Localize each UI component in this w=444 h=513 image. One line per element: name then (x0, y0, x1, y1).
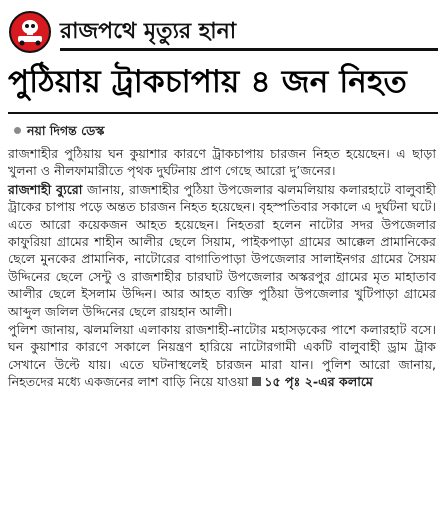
kicker-title: রাজপথে মৃত্যুর হানা (60, 18, 237, 44)
headline-rule (8, 112, 438, 114)
headline: পুঠিয়ায় ট্রাকচাপায় ৪ জন নিহত (8, 64, 407, 100)
square-bullet-icon (252, 377, 261, 386)
bullet-icon (14, 127, 21, 134)
article-body (8, 145, 436, 392)
continued-text: ১৫ পৃঃ ২-এর কলামে (264, 374, 373, 390)
bureau-label: রাজশাহী ব্যুরো (8, 181, 83, 197)
paragraph-3-text: পুলিশ জানায়, ঝলমলিয়া এলাকায় রাজশাহী-নাটোর মহাসড়কের পাশে কলারহাট বসে। ঘন কুয়াশার কারণে সকালে নিয়ন্ত্রণ হারিয়ে নাটোরগামী একটি বালুবাহী ড্রাম ট্রাক সেখানে উল্টে যায়। এতে ঘটনাস্থলেই চারজন মারা যান। পুলিশ আরো জানায়, নিহতদের মধ্যে একজনের লাশ বাড়ি নিয়ে যাওয়া (8, 322, 436, 390)
paragraph-2 (8, 181, 436, 320)
paragraph-3 (8, 321, 436, 391)
skull-car-crash-icon (8, 10, 52, 54)
paragraph-1: রাজশাহীর পুঠিয়ায় ঘন কুয়াশার কারণে ট্রাকচাপায় চারজন নিহত হয়েছেন। এ ছাড়া খুলনা ও নীলফামারীতে পৃথক দুর্ঘটনায় প্রাণ গেছে আরো দু’জনের। (8, 146, 436, 179)
continued-on (248, 374, 373, 389)
paragraph-2-text: জানায়, রাজশাহীর পুঠিয়া উপজেলার ঝলমলিয়ায় কলারহাটে বালুবাহী ট্রাকের চাপায় পড়ে অন্তত চারজন নিহত হয়েছেন। বৃহস্পতিবার সকালে এ দুর্ঘটনা ঘটে। এতে আরো কয়েকজন আহত হয়েছেন। নিহতরা হলেন নাটোর সদর উপজেলার কাফুরিয়া গ্রামের শাহীন আলীর ছেলে সিয়াম, পাইকপাড়া গ্রামের আক্কেল প্রামানিকের ছেলে মুনকের প্রামানিক, নাটোরের বাগাতিপাড়া উপজেলার সালাইনগর গ্রামের সৈয়ম উদ্দিনের ছেলে সেন্টু ও রাজশাহীর চারঘাট উপজেলার অস্করপুর গ্রামের মৃত মাহাতাব আলীর ছেলে ইসলাম উদ্দিন। আর আহত ব্যক্তি পুঠিয়া উপজেলার খুটিপাড়া গ্রামের আব্দুল জলিল উদ্দিনের ছেলে রায়হান আলী। (8, 181, 436, 319)
byline (14, 123, 104, 143)
kicker-rule (60, 48, 438, 51)
byline-text: নয়া দিগন্ত ডেস্ক (27, 123, 105, 138)
